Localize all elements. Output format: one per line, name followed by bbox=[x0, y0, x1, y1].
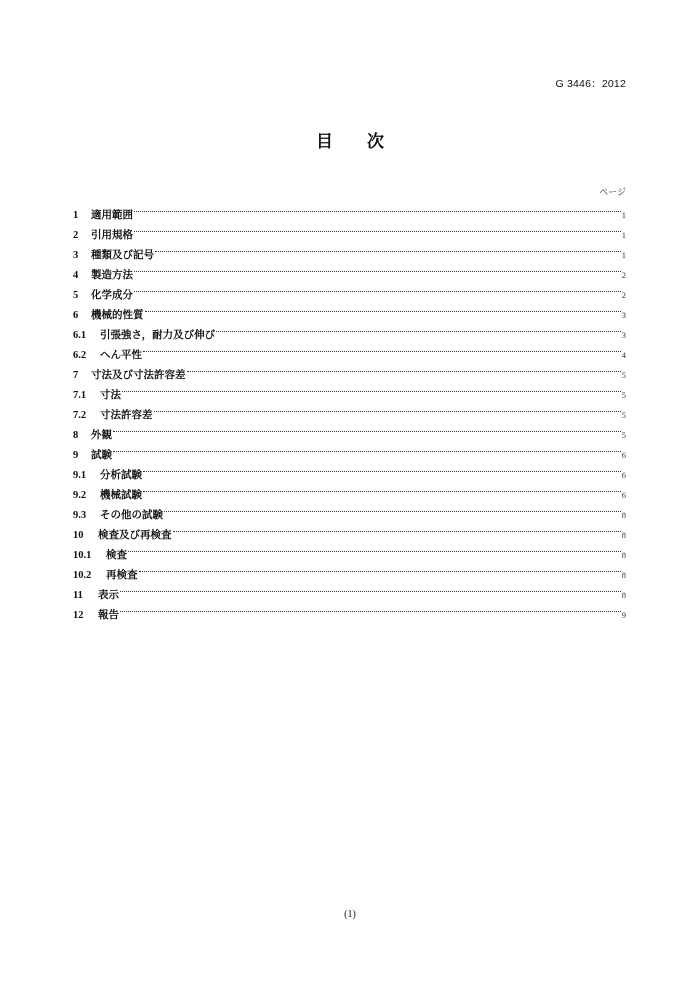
toc-entry-title: へん平性 bbox=[100, 349, 142, 361]
toc-entry-page: 8 bbox=[621, 590, 626, 600]
toc-dot-leader bbox=[134, 218, 621, 238]
toc-entry[interactable] bbox=[73, 378, 626, 401]
toc-entry-number: 6 bbox=[73, 310, 79, 321]
toc-entry-number: 9 bbox=[73, 450, 79, 461]
toc-entry-page: 5 bbox=[621, 430, 626, 440]
toc-entry[interactable] bbox=[73, 358, 626, 381]
toc-entry-number: 4 bbox=[73, 270, 79, 281]
toc-entry-page: 5 bbox=[621, 410, 626, 420]
toc-entry-title: 適用範囲 bbox=[91, 209, 133, 221]
page-column-label: ページ bbox=[599, 188, 626, 198]
toc-dot-leader bbox=[113, 418, 621, 438]
toc-entry-page: 5 bbox=[621, 370, 626, 380]
toc-entry-title: 引張強さ，耐力及び伸び bbox=[100, 329, 216, 341]
toc-dot-leader bbox=[143, 338, 621, 358]
toc-dot-leader bbox=[134, 198, 621, 218]
document-id: G 3446：2012 bbox=[555, 78, 626, 90]
toc-entry-number: 7 bbox=[73, 370, 79, 381]
toc-entry-number: 11 bbox=[73, 590, 83, 601]
toc-entry[interactable] bbox=[73, 478, 626, 501]
toc-dot-leader bbox=[173, 518, 621, 538]
toc-dot-leader bbox=[164, 498, 621, 518]
toc-entry-number: 6.2 bbox=[73, 350, 87, 361]
toc-entry-number: 9.1 bbox=[73, 470, 87, 481]
toc-entry-page: 6 bbox=[621, 450, 626, 460]
toc-dot-leader bbox=[154, 398, 621, 418]
toc-dot-leader bbox=[120, 578, 621, 598]
toc-entry-title: 分析試験 bbox=[100, 469, 142, 481]
toc-entry-title: 種類及び記号 bbox=[91, 249, 154, 261]
toc-entry-title: 製造方法 bbox=[91, 269, 133, 281]
toc-entry-page: 5 bbox=[621, 390, 626, 400]
toc-dot-leader bbox=[139, 558, 621, 578]
toc-entry[interactable] bbox=[73, 458, 626, 481]
toc-entry-page: 2 bbox=[621, 270, 626, 280]
toc-entry-page: 9 bbox=[621, 610, 626, 620]
toc-entry-page: 6 bbox=[621, 490, 626, 500]
toc-entry-title: 外観 bbox=[91, 429, 112, 441]
toc-entry-title: 引用規格 bbox=[91, 229, 133, 241]
toc-entry-title: 寸法許容差 bbox=[100, 409, 153, 421]
toc-entry-title: 寸法及び寸法許容差 bbox=[91, 369, 186, 381]
toc-dot-leader bbox=[122, 378, 621, 398]
toc-entry[interactable] bbox=[73, 318, 626, 341]
toc-entry-number: 9.2 bbox=[73, 490, 87, 501]
toc-entry-number: 7.1 bbox=[73, 390, 87, 401]
toc-dot-leader bbox=[155, 238, 621, 258]
toc-entry-page: 8 bbox=[621, 530, 626, 540]
footer-page-number: (1) bbox=[344, 909, 356, 920]
toc-dot-leader bbox=[120, 598, 621, 618]
toc-title: 目 次 bbox=[316, 132, 398, 152]
toc-entry[interactable] bbox=[73, 198, 626, 221]
toc-entry[interactable] bbox=[73, 498, 626, 521]
toc-dot-leader bbox=[145, 298, 621, 318]
toc-entry[interactable] bbox=[73, 438, 626, 461]
toc-entry-title: 表示 bbox=[98, 589, 119, 601]
toc-entry[interactable] bbox=[73, 298, 626, 321]
toc-entry-number: 1 bbox=[73, 210, 79, 221]
toc-entry-title: 機械試験 bbox=[100, 489, 142, 501]
toc-dot-leader bbox=[143, 478, 621, 498]
toc-entry-title: 検査 bbox=[106, 549, 127, 561]
toc-entry-number: 3 bbox=[73, 250, 79, 261]
toc-entry[interactable] bbox=[73, 418, 626, 441]
toc-entry-page: 8 bbox=[621, 550, 626, 560]
toc-entry-title: 検査及び再検査 bbox=[98, 529, 172, 541]
toc-entry[interactable] bbox=[73, 598, 626, 621]
table-of-contents bbox=[73, 198, 626, 621]
toc-entry-number: 10 bbox=[73, 530, 84, 541]
toc-entry-page: 3 bbox=[621, 330, 626, 340]
toc-entry-number: 8 bbox=[73, 430, 79, 441]
toc-entry-page: 6 bbox=[621, 470, 626, 480]
toc-entry-title: 試験 bbox=[91, 449, 112, 461]
toc-entry[interactable] bbox=[73, 398, 626, 421]
toc-entry-number: 10.1 bbox=[73, 550, 92, 561]
toc-entry-number: 7.2 bbox=[73, 410, 87, 421]
toc-entry-page: 3 bbox=[621, 310, 626, 320]
toc-entry-page: 1 bbox=[621, 210, 626, 220]
toc-entry[interactable] bbox=[73, 558, 626, 581]
toc-dot-leader bbox=[143, 458, 621, 478]
toc-entry-page: 8 bbox=[621, 510, 626, 520]
toc-dot-leader bbox=[113, 438, 621, 458]
toc-entry-title: 寸法 bbox=[100, 389, 121, 401]
toc-entry[interactable] bbox=[73, 238, 626, 261]
toc-entry-title: 機械的性質 bbox=[91, 309, 144, 321]
toc-dot-leader bbox=[134, 278, 621, 298]
toc-entry-title: 報告 bbox=[98, 609, 119, 621]
toc-dot-leader bbox=[128, 538, 621, 558]
toc-entry-number: 10.2 bbox=[73, 570, 92, 581]
toc-entry-page: 1 bbox=[621, 250, 626, 260]
toc-dot-leader bbox=[216, 318, 621, 338]
toc-entry-number: 12 bbox=[73, 610, 84, 621]
toc-entry-number: 9.3 bbox=[73, 510, 87, 521]
toc-entry-page: 1 bbox=[621, 230, 626, 240]
toc-entry-number: 5 bbox=[73, 290, 79, 301]
toc-entry-title: その他の試験 bbox=[100, 509, 163, 521]
toc-dot-leader bbox=[134, 258, 621, 278]
toc-entry-number: 2 bbox=[73, 230, 79, 241]
toc-entry-page: 2 bbox=[621, 290, 626, 300]
toc-entry-title: 再検査 bbox=[106, 569, 138, 581]
toc-entry-page: 4 bbox=[621, 350, 626, 360]
toc-entry[interactable] bbox=[73, 338, 626, 361]
toc-entry[interactable] bbox=[73, 218, 626, 241]
toc-dot-leader bbox=[187, 358, 621, 378]
toc-entry[interactable] bbox=[73, 578, 626, 601]
toc-entry-number: 6.1 bbox=[73, 330, 87, 341]
toc-entry[interactable] bbox=[73, 258, 626, 281]
toc-entry[interactable] bbox=[73, 278, 626, 301]
toc-entry-page: 8 bbox=[621, 570, 626, 580]
toc-entry[interactable] bbox=[73, 538, 626, 561]
toc-entry-title: 化学成分 bbox=[91, 289, 133, 301]
